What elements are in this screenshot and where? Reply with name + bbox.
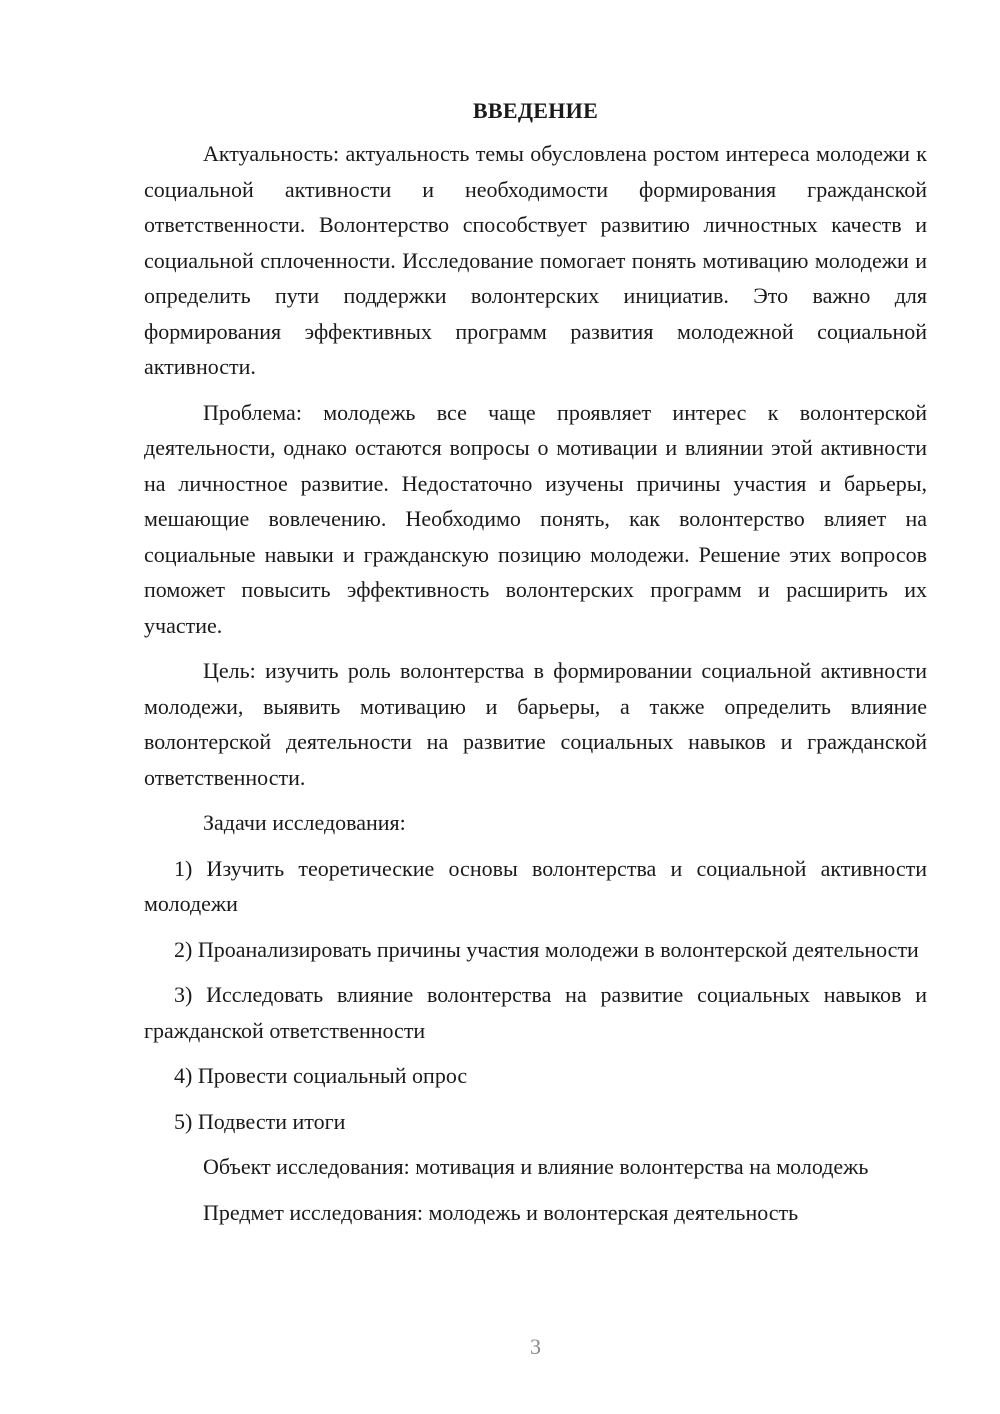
tasks-label: Задачи исследования: [203, 810, 406, 835]
task-item-2: 2) Проанализировать причины участия молодежи в волонтерской деятельности [174, 936, 919, 962]
page-number: 3 [530, 1334, 541, 1359]
task-item-1: 1) Изучить теоретические основы волонтерства и социальной активности молодежи [144, 855, 927, 916]
object-paragraph: Объект исследования: мотивация и влияние волонтерства на молодежь [203, 1154, 869, 1179]
task-item-3: 3) Исследовать влияние волонтерства на развитие социальных навыков и гражданской ответственности [144, 982, 927, 1043]
page-title: ВВЕДЕНИЕ [472, 98, 599, 123]
relevance-paragraph: Актуальность: актуальность темы обусловлена ростом интереса молодежи к социальной активности и необходимости формирования гражданской ответственности. Волонтерство способствует развитию личностных качеств и социальной сплоченности. Исследование помогает понять мотивацию молодежи и определить пути поддержки волонтерских инициатив. Это важно для формирования эффективных программ развития молодежной социальной активности. [144, 141, 927, 379]
problem-paragraph: Проблема: молодежь все чаще проявляет интерес к волонтерской деятельности, однако остаются вопросы о мотивации и влиянии этой активности на личностное развитие. Недостаточно изучены причины участия и барьеры, мешающие вовлечению. Необходимо понять, как волонтерство влияет на социальные навыки и гражданскую позицию молодежи. Решение этих вопросов поможет повысить эффективность волонтерских программ и расширить их участие. [144, 399, 927, 638]
task-item-4: 4) Провести социальный опрос [174, 1063, 468, 1088]
task-item-5: 5) Подвести итоги [174, 1108, 346, 1134]
goal-paragraph: Цель: изучить роль волонтерства в формировании социальной активности молодежи, выявить мотивацию и барьеры, а также определить влияние волонтерской деятельности на развитие социальных навыков и гражданской ответственности. [144, 658, 927, 790]
subject-paragraph: Предмет исследования: молодежь и волонтерская деятельность [203, 1199, 799, 1225]
